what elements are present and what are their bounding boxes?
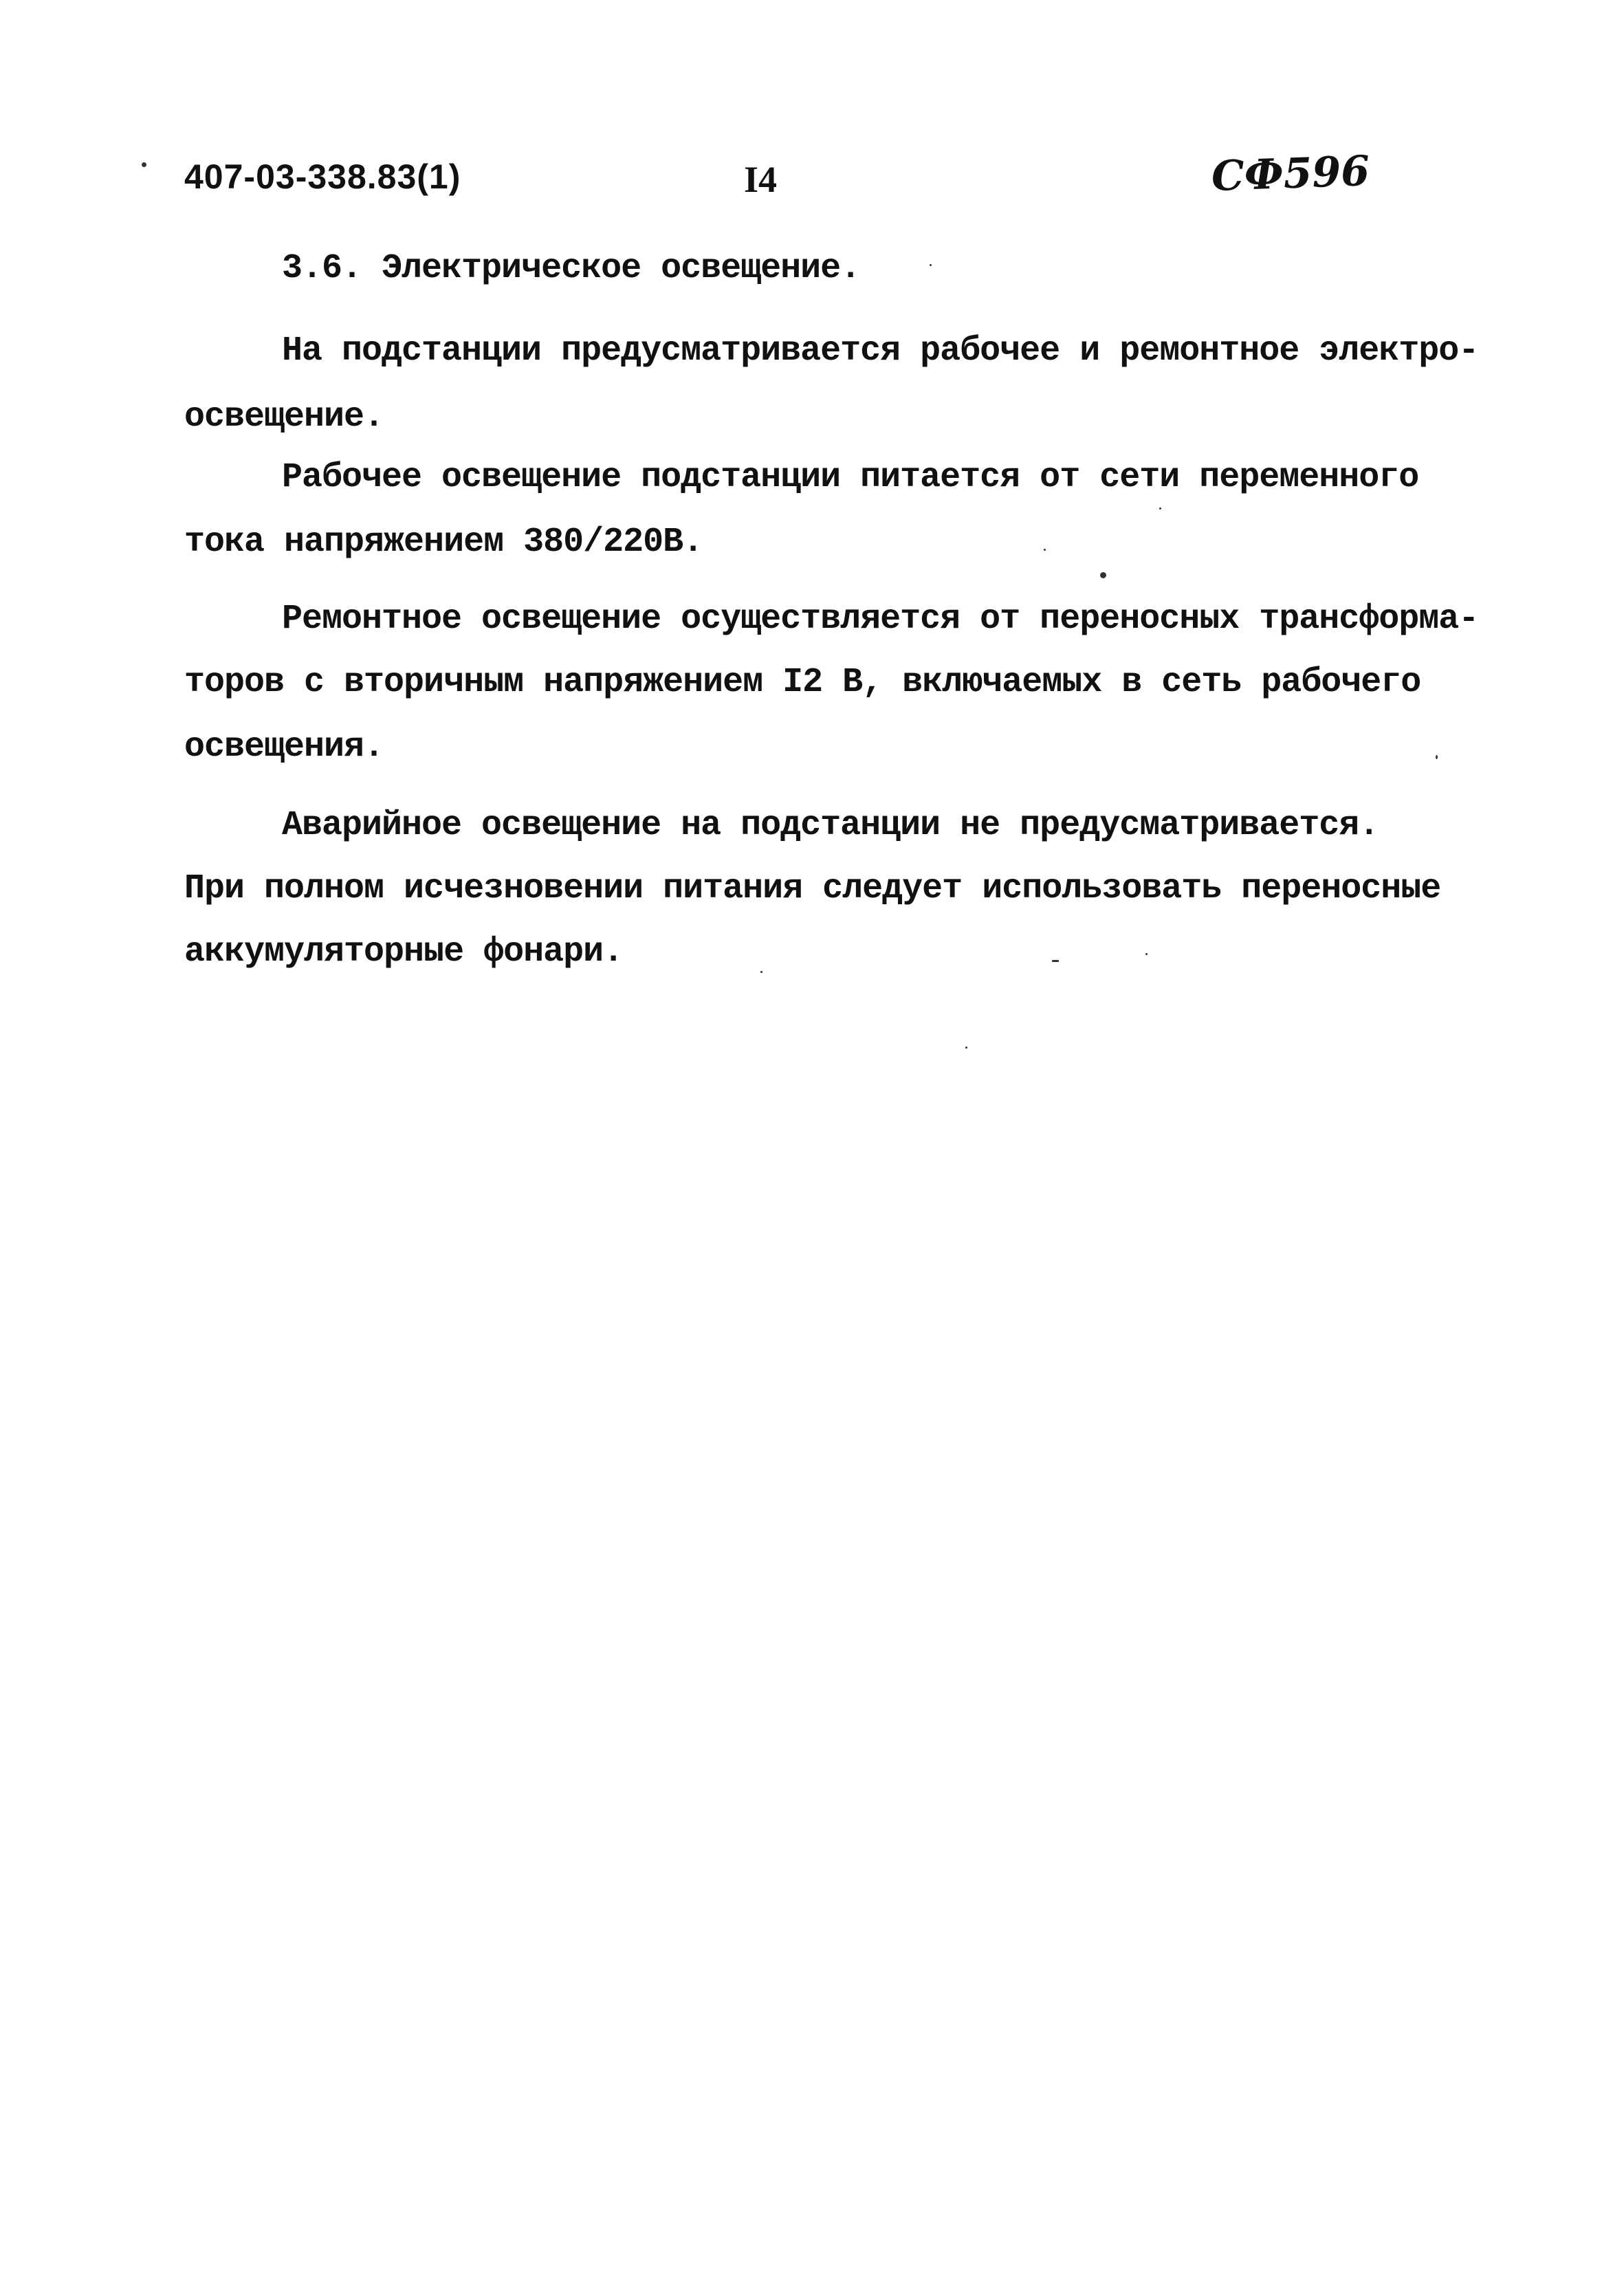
scan-speck: [1436, 755, 1438, 759]
scan-speck: [142, 162, 146, 167]
scan-speck: [965, 1047, 967, 1049]
paragraph-line: На подстанции предусматривается рабочее и ремонтное электро-: [282, 331, 1479, 371]
paragraph-line: тока напряжением 380/220В.: [184, 523, 703, 562]
scan-speck: [1159, 507, 1161, 510]
page-number: I4: [744, 159, 778, 200]
paragraph-line: торов с вторичным напряжением I2 В, включаемых в сеть рабочего: [184, 663, 1421, 702]
scan-speck: [1052, 960, 1059, 962]
paragraph-line: освещения.: [184, 728, 384, 767]
paragraph-line: При полном исчезновении питания следует использовать переносные: [184, 869, 1441, 908]
scan-speck: [930, 264, 932, 266]
paragraph-line: освещение.: [184, 397, 384, 437]
document-code: 407-03-338.83(1): [184, 157, 461, 196]
section-heading: 3.6. Электрическое освещение.: [282, 249, 861, 288]
scan-speck: [760, 971, 762, 973]
paragraph-line: аккумуляторные фонари.: [184, 932, 624, 972]
scan-speck: [1145, 953, 1148, 955]
paragraph-line: Рабочее освещение подстанции питается от сети переменного: [282, 458, 1419, 497]
handwritten-stamp: СФ596: [1210, 147, 1371, 201]
scan-speck: [1044, 549, 1046, 551]
paragraph-line: Аварийное освещение на подстанции не предусматривается.: [282, 806, 1379, 845]
scan-speck: [1100, 572, 1106, 578]
paragraph-line: Ремонтное освещение осуществляется от переносных трансформа-: [282, 600, 1479, 639]
